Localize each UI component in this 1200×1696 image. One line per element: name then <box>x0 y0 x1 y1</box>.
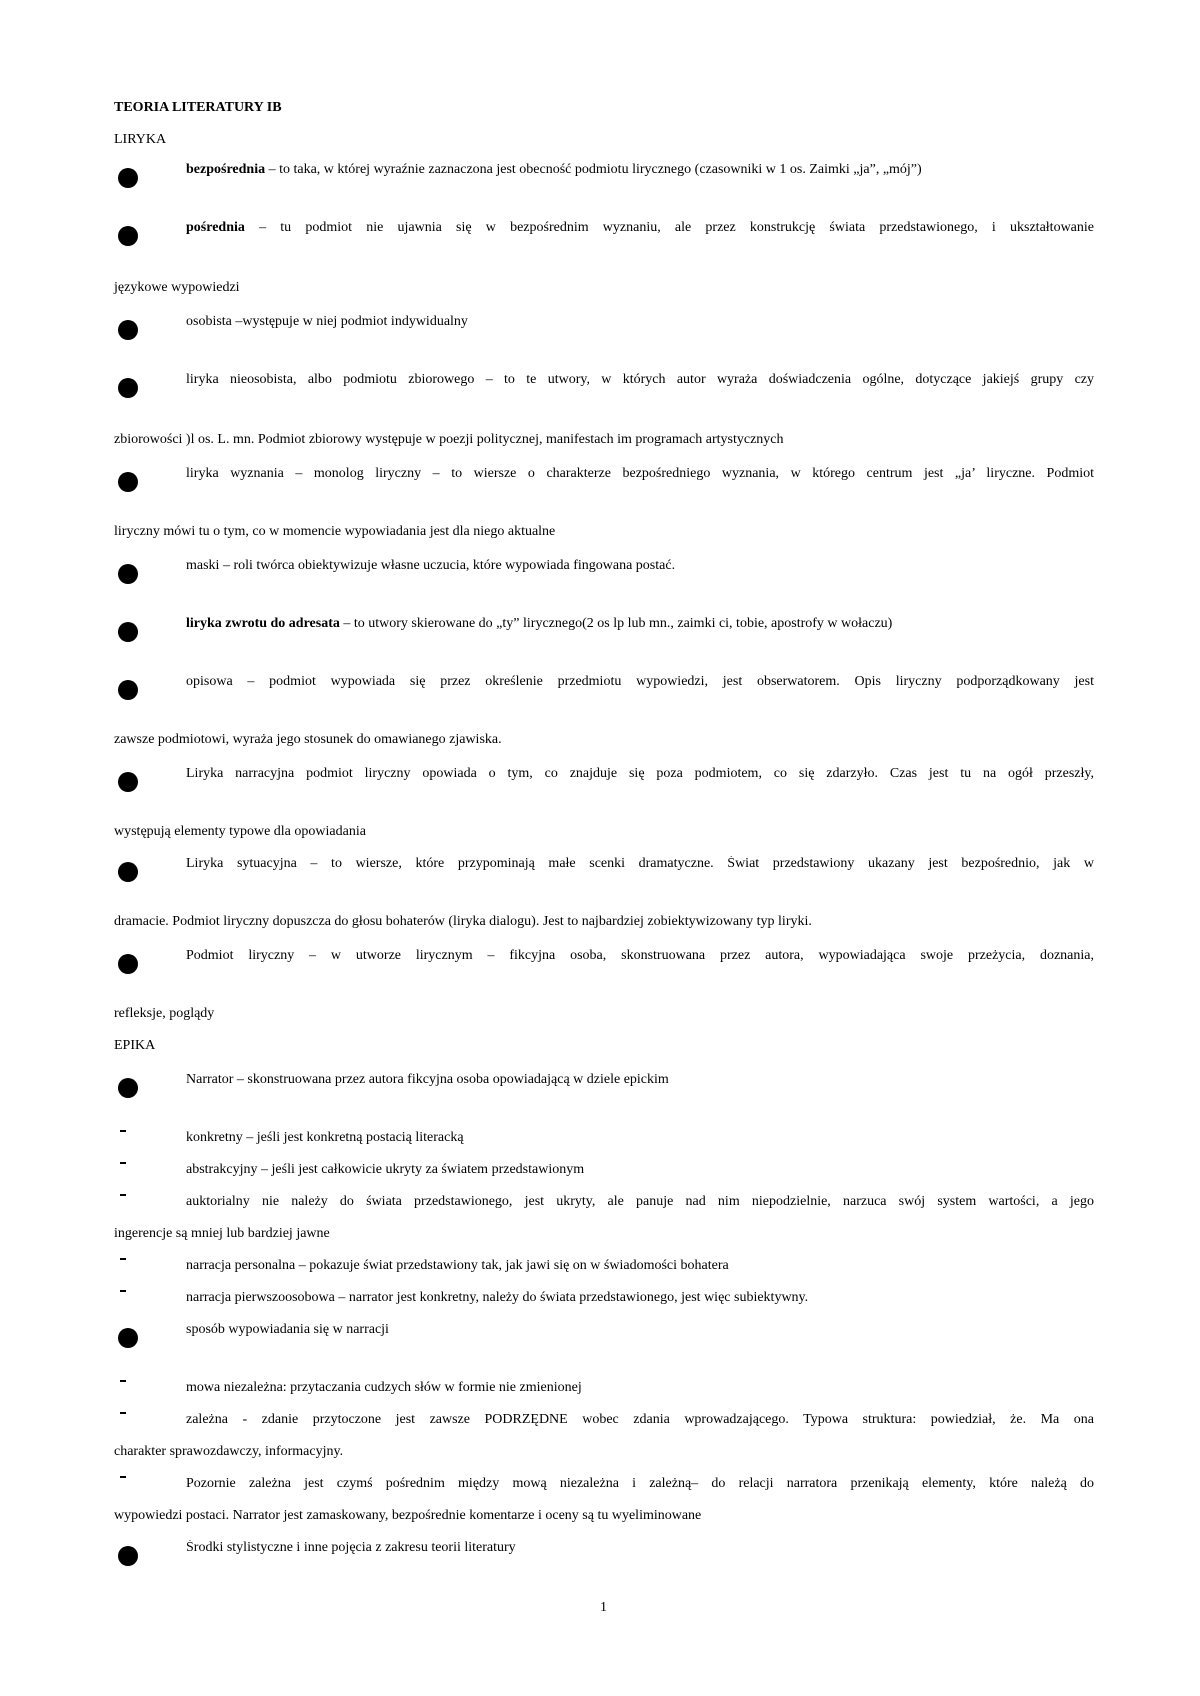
item-continuation: zawsze podmiotowi, wyraża jego stosunek do omawianego zjawiska. <box>114 732 502 747</box>
bullet-icon <box>118 622 138 642</box>
liryka-item <box>114 314 1094 344</box>
item-continuation: występują elementy typowe dla opowiadania <box>114 824 366 839</box>
bullet-icon <box>118 472 138 492</box>
item-text: liryka wyznania – monolog liryczny – to wiersze o charakterze bezpośredniego wyznania, w którego centrum jest „ja’ liryczne. Podmiot <box>186 466 1094 481</box>
item-continuation: dramacie. Podmiot liryczny dopuszcza do głosu bohaterów (liryka dialogu). Jest to najbardziej zobiektywizowany typ liryki. <box>114 914 812 929</box>
item-text: liryka zwrotu do adresata – to utwory skierowane do „ty” lirycznego(2 os lp lub mn., zaimki ci, tobie, apostrofy w wołaczu) <box>186 616 893 631</box>
epika-subitem <box>114 1130 1094 1160</box>
bullet-icon <box>118 680 138 700</box>
item-text: Narrator – skonstruowana przez autora fikcyjna osoba opowiadającą w dziele epickim <box>186 1072 669 1087</box>
liryka-item <box>114 948 1094 978</box>
epika-subitem <box>114 1290 1094 1320</box>
dash-icon <box>120 1194 126 1196</box>
liryka-item <box>114 616 1094 646</box>
bullet-icon <box>118 1328 138 1348</box>
bullet-icon <box>118 320 138 340</box>
bullet-icon <box>118 1546 138 1566</box>
item-text: pośrednia – tu podmiot nie ujawnia się w bezpośrednim wyznaniu, ale przez konstrukcję świata przedstawionego, i ukształtowanie <box>186 220 1094 235</box>
liryka-item <box>114 220 1094 250</box>
dash-icon <box>120 1380 126 1382</box>
item-text: Liryka narracyjna podmiot liryczny opowiada o tym, co znajduje się poza podmiotem, co się zdarzyło. Czas jest tu na ogół przeszły, <box>186 766 1094 781</box>
liryka-item <box>114 466 1094 496</box>
liryka-item <box>114 766 1094 796</box>
dash-icon <box>120 1476 126 1478</box>
item-text: osobista –występuje w niej podmiot indywidualny <box>186 314 468 329</box>
section-epika-heading: EPIKA <box>114 1038 156 1053</box>
liryka-item <box>114 558 1094 588</box>
item-continuation: liryczny mówi tu o tym, co w momencie wypowiadania jest dla niego aktualne <box>114 524 556 539</box>
epika-subitem <box>114 1476 1094 1506</box>
dash-icon <box>120 1290 126 1292</box>
item-text: narracja personalna – pokazuje świat przedstawiony tak, jak jawi się on w świadomości bohatera <box>186 1258 729 1273</box>
epika-subitem <box>114 1162 1094 1192</box>
item-text: maski – roli twórca obiektywizuje własne uczucia, które wypowiada fingowana postać. <box>186 558 676 573</box>
item-text: konkretny – jeśli jest konkretną postacią literacką <box>186 1130 464 1145</box>
bullet-icon <box>118 226 138 246</box>
item-text: Liryka sytuacyjna – to wiersze, które przypominają małe scenki dramatyczne. Świat przedstawiony ukazany jest bezpośrednio, jak w <box>186 856 1094 871</box>
item-text: abstrakcyjny – jeśli jest całkowicie ukryty za światem przedstawionym <box>186 1162 585 1177</box>
bullet-icon <box>118 378 138 398</box>
epika-subitem <box>114 1412 1094 1442</box>
liryka-item <box>114 674 1094 704</box>
bullet-icon <box>118 954 138 974</box>
epika-subitem <box>114 1380 1094 1410</box>
dash-icon <box>120 1130 126 1132</box>
item-text: Pozornie zależna jest czymś pośrednim między mową niezależna i zależną– do relacji narratora przenikają elementy, które należą do <box>186 1476 1094 1491</box>
item-continuation: charakter sprawozdawczy, informacyjny. <box>114 1444 344 1459</box>
bullet-icon <box>118 772 138 792</box>
bullet-icon <box>118 1078 138 1098</box>
item-text: Podmiot liryczny – w utworze lirycznym – fikcyjna osoba, skonstruowana przez autora, wypowiadająca swoje przeżycia, doznania, <box>186 948 1094 963</box>
item-text: zależna - zdanie przytoczone jest zawsze PODRZĘDNE wobec zdania wprowadzającego. Typowa struktura: powiedział, że. Ma ona <box>186 1412 1094 1427</box>
bullet-icon <box>118 564 138 584</box>
epika-subitem <box>114 1258 1094 1288</box>
liryka-item <box>114 372 1094 402</box>
item-text: bezpośrednia – to taka, w której wyraźnie zaznaczona jest obecność podmiotu lirycznego (czasowniki w 1 os. Zaimki „ja”, „mój”) <box>186 162 922 177</box>
dash-icon <box>120 1258 126 1260</box>
item-text: opisowa – podmiot wypowiada się przez określenie przedmiotu wypowiedzi, jest obserwatorem. Opis liryczny podporządkowany jest <box>186 674 1094 689</box>
item-text: sposób wypowiadania się w narracji <box>186 1322 389 1337</box>
item-text: liryka nieosobista, albo podmiotu zbiorowego – to te utwory, w których autor wyraża doświadczenia ogólne, dotyczące jakiejś grupy czy <box>186 372 1094 387</box>
epika-subitem <box>114 1194 1094 1224</box>
dash-icon <box>120 1162 126 1164</box>
item-text: narracja pierwszoosobowa – narrator jest konkretny, należy do świata przedstawionego, jest więc subiektywny. <box>186 1290 809 1305</box>
bullet-icon <box>118 862 138 882</box>
item-text: auktorialny nie należy do świata przedstawionego, jest ukryty, ale panuje nad nim niepodzielnie, narzuca swój system wartości, a jego <box>186 1194 1094 1209</box>
item-continuation: językowe wypowiedzi <box>114 280 240 295</box>
liryka-item <box>114 162 1094 192</box>
epika-item <box>114 1072 1094 1102</box>
item-continuation: ingerencje są mniej lub bardziej jawne <box>114 1226 330 1241</box>
item-text: mowa niezależna: przytaczania cudzych słów w formie nie zmienionej <box>186 1380 582 1395</box>
item-continuation: wypowiedzi postaci. Narrator jest zamaskowany, bezpośrednie komentarze i oceny są tu wyeliminowane <box>114 1508 702 1523</box>
item-continuation: refleksje, poglądy <box>114 1006 215 1021</box>
epika-item <box>114 1322 1094 1352</box>
doc-title: TEORIA LITERATURY IB <box>114 100 282 115</box>
epika-item <box>114 1540 1094 1570</box>
section-liryka-heading: LIRYKA <box>114 132 167 147</box>
bullet-icon <box>118 168 138 188</box>
dash-icon <box>120 1412 126 1414</box>
page-number: 1 <box>600 1600 607 1615</box>
item-text: Środki stylistyczne i inne pojęcia z zakresu teorii literatury <box>186 1540 516 1555</box>
item-continuation: zbiorowości )l os. L. mn. Podmiot zbiorowy występuje w poezji politycznej, manifestach im programach artystycznych <box>114 432 784 447</box>
liryka-item <box>114 856 1094 886</box>
